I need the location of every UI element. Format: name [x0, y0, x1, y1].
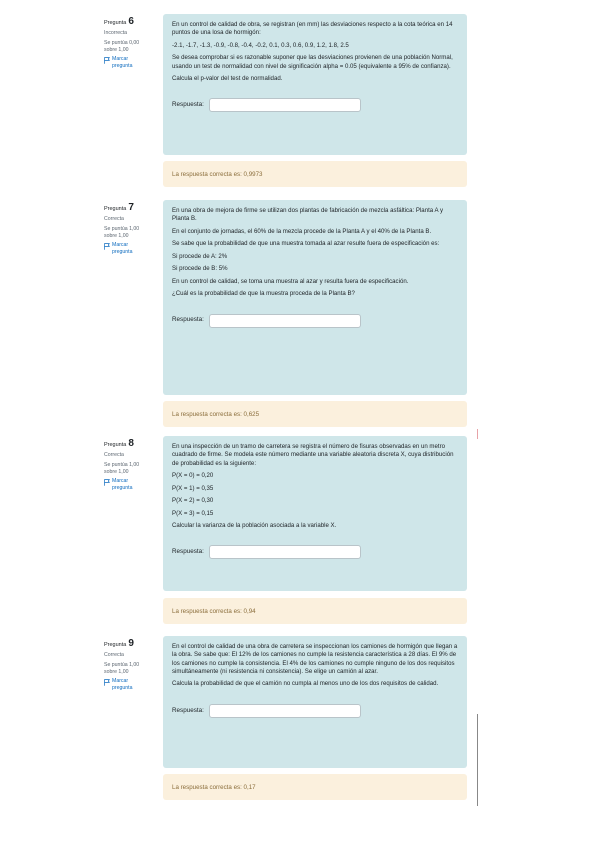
answer-label: Respuesta: — [172, 101, 204, 109]
question-paragraph: Si procede de B: 5% — [172, 265, 228, 273]
question-state: Incorrecta — [104, 30, 128, 36]
page-edge-line — [477, 714, 478, 806]
answer-row — [172, 98, 459, 112]
question-state: Correcta — [104, 452, 124, 458]
flag-icon — [104, 479, 110, 486]
question-number: Pregunta 7 — [104, 202, 134, 213]
answer-row — [172, 704, 459, 718]
question-grade: Se puntúa 0,00 sobre 1,00 — [104, 40, 140, 53]
question-paragraph: Si procede de A: 2% — [172, 252, 228, 260]
question-text-box — [163, 436, 467, 591]
question-paragraph: En una inspección de un tramo de carretera se registra el número de fisuras observadas en un metro cuadrado de firme. Se modela este número mediante una variable aleatoria discreta X, cuya distribución de probabilidad es la siguiente: — [172, 443, 454, 467]
answer-row — [172, 314, 459, 328]
question-text-box — [163, 200, 467, 395]
question-number: Pregunta 8 — [104, 438, 134, 449]
question-info — [104, 17, 158, 70]
question-number: Pregunta 9 — [104, 638, 134, 649]
answer-row — [172, 545, 459, 559]
flag-icon — [104, 57, 110, 64]
question-paragraph: P(X = 2) = 0,30 — [172, 497, 214, 505]
correct-answer-feedback: La respuesta correcta es: 0,94 — [163, 598, 467, 624]
question-paragraph: ¿Cuál es la probabilidad de que la muestra proceda de la Planta B? — [172, 290, 355, 298]
correct-answer-feedback: La respuesta correcta es: 0,9973 — [163, 161, 467, 187]
flag-question-button[interactable]: Marcar pregunta — [104, 56, 158, 70]
answer-input[interactable] — [209, 98, 361, 112]
question-paragraph: Se sabe que la probabilidad de que una muestra tomada al azar resulte fuera de especificación es: — [172, 240, 440, 248]
answer-label: Respuesta: — [172, 706, 204, 714]
question-info — [104, 639, 158, 692]
flag-icon — [104, 243, 110, 250]
flag-question-button[interactable]: Marcar pregunta — [104, 678, 158, 692]
question-grade: Se puntúa 1,00 sobre 1,00 — [104, 662, 140, 675]
question-info — [104, 439, 158, 492]
question-grade: Se puntúa 1,00 sobre 1,00 — [104, 462, 140, 475]
correct-answer-feedback: La respuesta correcta es: 0,17 — [163, 774, 467, 800]
question-state: Correcta — [104, 652, 124, 658]
question-paragraph: En un control de calidad de obra, se registran (en mm) las desviaciones respecto a la cota teórica en 14 puntos de una losa de hormigón: — [172, 21, 453, 37]
question-paragraph: P(X = 1) = 0,35 — [172, 484, 214, 492]
question-paragraph: En una obra de mejora de firme se utilizan dos plantas de fabricación de mezcla asfáltica: Planta A y Planta B. — [172, 207, 443, 223]
question-paragraph: Calcular la varianza de la población asociada a la variable X. — [172, 522, 337, 530]
question-paragraph: Calcula la probabilidad de que el camión no cumpla al menos uno de los dos requisitos de calidad. — [172, 680, 439, 688]
answer-input[interactable] — [209, 545, 361, 559]
question-paragraph: En el conjunto de jornadas, el 60% de la mezcla procede de la Planta A y el 40% de la Planta B. — [172, 227, 432, 235]
page-edge-line — [477, 429, 478, 439]
answer-label: Respuesta: — [172, 548, 204, 556]
question-text-box — [163, 14, 467, 155]
question-paragraph: P(X = 0) = 0,20 — [172, 472, 214, 480]
question-paragraph: P(X = 3) = 0,15 — [172, 509, 214, 517]
flag-question-button[interactable]: Marcar pregunta — [104, 478, 158, 492]
flag-question-button[interactable]: Marcar pregunta — [104, 242, 158, 256]
answer-input[interactable] — [209, 314, 361, 328]
question-paragraph: -2.1, -1.7, -1.3, -0.9, -0.8, -0.4, -0.2, 0.1, 0.3, 0.6, 0.9, 1.2, 1.8, 2.5 — [172, 41, 349, 49]
question-paragraph: En el control de calidad de una obra de carretera se inspeccionan los camiones de hormigón que llegan a la obra. Se sabe que: El 12% de los camiones no cumple la resistencia característica a 28 días. El 9% de los camiones no cumple la consistencia. El 4% de los camiones no cumple ninguno de los dos requisitos simultáneamente (ni resistencia ni consistencia). Se elige un camión al azar. — [172, 643, 458, 675]
question-info — [104, 203, 158, 256]
question-number: Pregunta 6 — [104, 16, 134, 27]
answer-input[interactable] — [209, 704, 361, 718]
correct-answer-feedback: La respuesta correcta es: 0,625 — [163, 401, 467, 427]
question-state: Correcta — [104, 216, 124, 222]
flag-icon — [104, 679, 110, 686]
question-grade: Se puntúa 1,00 sobre 1,00 — [104, 226, 140, 239]
question-text-box — [163, 636, 467, 768]
answer-label: Respuesta: — [172, 316, 204, 324]
question-paragraph: Se desea comprobar si es razonable suponer que las desviaciones provienen de una población Normal, usando un test de normalidad con nivel de significación alpha = 0.05 (equivalente a 95% de confianza). — [172, 54, 453, 70]
question-paragraph: Calcula el p-valor del test de normalidad. — [172, 75, 283, 83]
question-paragraph: En un control de calidad, se toma una muestra al azar y resulta fuera de especificación. — [172, 277, 409, 285]
